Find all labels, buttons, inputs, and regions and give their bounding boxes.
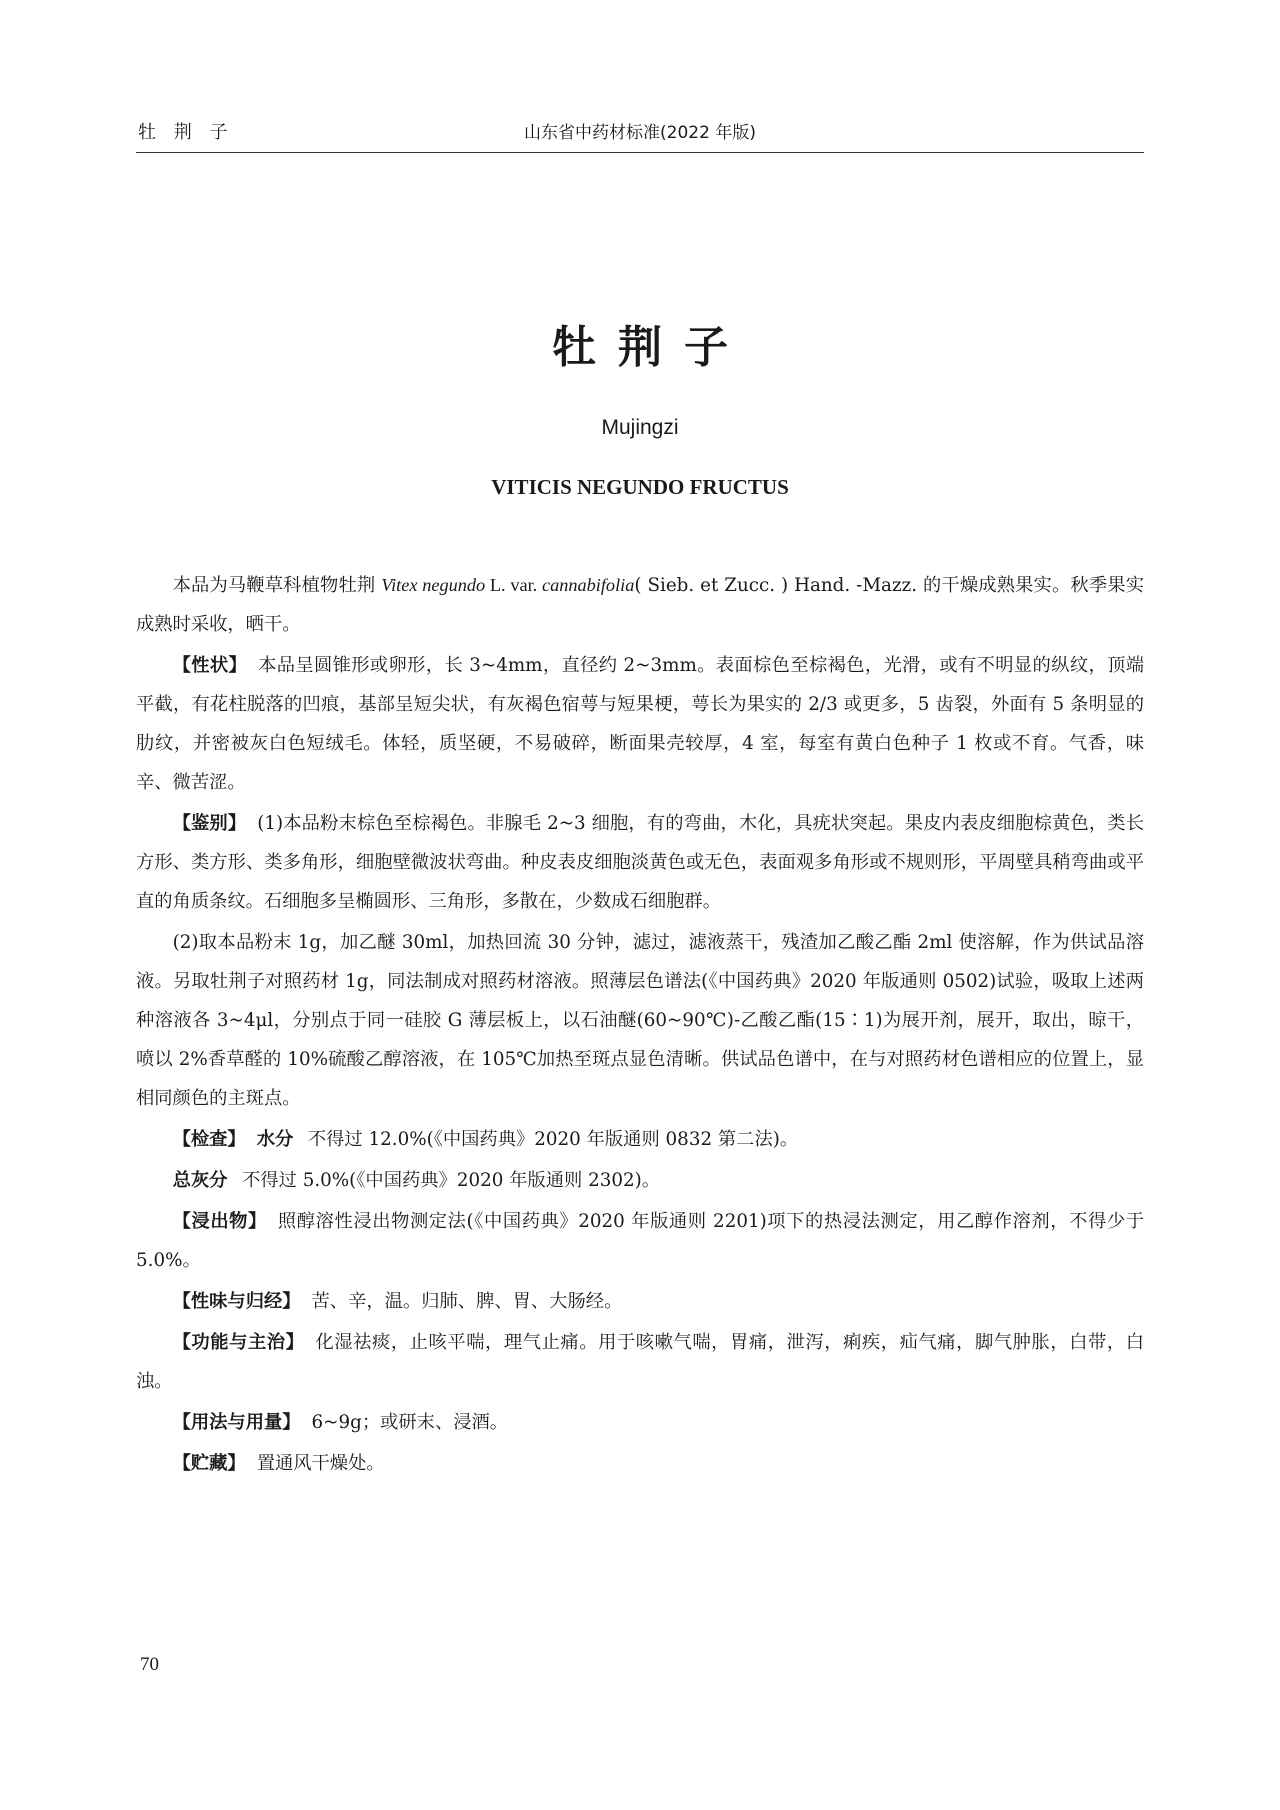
- functions-label: 【功能与主治】: [172, 1332, 305, 1353]
- running-header: [136, 118, 1144, 153]
- storage-text: 置通风干燥处。: [256, 1453, 385, 1474]
- description-label: 【性状】: [172, 655, 248, 676]
- dosage-label: 【用法与用量】: [172, 1412, 301, 1433]
- monograph-body: [136, 566, 1144, 1483]
- water-text: 不得过 12.0%(《中国药典》2020 年版通则 0832 第二法)。: [307, 1129, 799, 1150]
- title-block: [136, 318, 1144, 501]
- extractives-text: 照醇溶性浸出物测定法(《中国药典》2020 年版通则 2201)项下的热浸法测定，用乙醇作溶剂，不得少于 5.0%。: [136, 1211, 1144, 1271]
- ash-label: 总灰分: [172, 1170, 228, 1191]
- section-functions: [136, 1323, 1144, 1401]
- functions-text: 化湿祛痰，止咳平喘，理气止痛。用于咳嗽气喘，胃痛，泄泻，痢疾，疝气痛，脚气肿胀，白带，白浊。: [136, 1332, 1145, 1392]
- water-label: 水分: [256, 1129, 294, 1150]
- section-description: [136, 646, 1144, 802]
- header-publication-title: 山东省中药材标准(2022 年版): [524, 123, 756, 143]
- section-identification-1: [136, 804, 1144, 921]
- intro-text-2: L. var.: [485, 575, 542, 595]
- section-inspection-ash: [136, 1161, 1144, 1200]
- variety-name: cannabifolia: [541, 575, 635, 595]
- ash-text: 不得过 5.0%(《中国药典》2020 年版通则 2302)。: [242, 1170, 661, 1191]
- storage-label: 【贮藏】: [172, 1453, 246, 1474]
- identification-text-1: (1)本品粉末棕色至棕褐色。非腺毛 2~3 细胞，有的弯曲，木化，具疣状突起。果皮内表皮细胞棕黄色，类长方形、类方形、类多角形，细胞壁微波状弯曲。种皮表皮细胞淡黄色或无色，表面观多角形或不规则形，平周壁具稍弯曲或平直的角质条纹。石细胞多呈椭圆形、三角形，多散在，少数成石细胞群。: [136, 813, 1144, 912]
- section-nature: [136, 1282, 1144, 1321]
- latin-title: VITICIS NEGUNDO FRUCTUS: [491, 475, 789, 499]
- page-number: 70: [140, 1654, 159, 1675]
- inspection-label: 【检查】: [172, 1129, 246, 1150]
- section-dosage: [136, 1403, 1144, 1442]
- identification-text-2: (2)取本品粉末 1g，加乙醚 30ml，加热回流 30 分钟，滤过，滤液蒸干，残渣加乙酸乙酯 2ml 使溶解，作为供试品溶液。另取牡荆子对照药材 1g，同法制成对照药材溶液。照薄层色谱法(《中国药典》2020 年版通则 0502)试验，吸取上述两种溶液各 3~4μl，分别点于同一硅胶 G 薄层板上，以石油醚(60~90℃)-乙酸乙酯(15∶1)为展开剂，展开，取出，晾干，喷以 2%香草醛的 10%硫酸乙醇溶液，在 105℃加热至斑点显色清晰。供试品色谱中，在与对照药材色谱相应的位置上，显相同颜色的主斑点。: [136, 932, 1144, 1109]
- pinyin-title: Mujingzi: [601, 416, 679, 439]
- identification-label: 【鉴别】: [172, 813, 247, 834]
- intro-text-3: ( Sieb. et Zucc. ) Hand. -Mazz. 的干燥成熟果实。秋季果实成熟时采收，晒干。: [136, 575, 1144, 635]
- intro-text-1: 本品为马鞭草科植物牡荆: [172, 575, 382, 596]
- description-text: 本品呈圆锥形或卵形，长 3~4mm，直径约 2~3mm。表面棕色至棕褐色，光滑，或有不明显的纵纹，顶端平截，有花柱脱落的凹痕，基部呈短尖状，有灰褐色宿萼与短果梗，萼长为果实的 2/3 或更多，5 齿裂，外面有 5 条明显的肋纹，并密被灰白色短绒毛。体轻，质坚硬，不易破碎，断面果壳较厚，4 室，每室有黄白色种子 1 枚或不育。气香，味辛、微苦涩。: [136, 655, 1145, 793]
- section-identification-2: [136, 923, 1144, 1118]
- header-section-title: 牡 荆 子: [138, 122, 234, 143]
- section-extractives: [136, 1202, 1144, 1280]
- species-name: Vitex negundo: [381, 575, 486, 595]
- nature-label: 【性味与归经】: [172, 1291, 301, 1312]
- extractives-label: 【浸出物】: [172, 1211, 267, 1232]
- section-inspection-water: [136, 1120, 1144, 1159]
- page-title: 牡荆子: [552, 322, 750, 373]
- nature-text: 苦、辛，温。归肺、脾、胃、大肠经。: [311, 1291, 623, 1312]
- section-storage: [136, 1444, 1144, 1483]
- intro-paragraph: [136, 566, 1144, 644]
- dosage-text: 6~9g；或研末、浸酒。: [311, 1412, 509, 1433]
